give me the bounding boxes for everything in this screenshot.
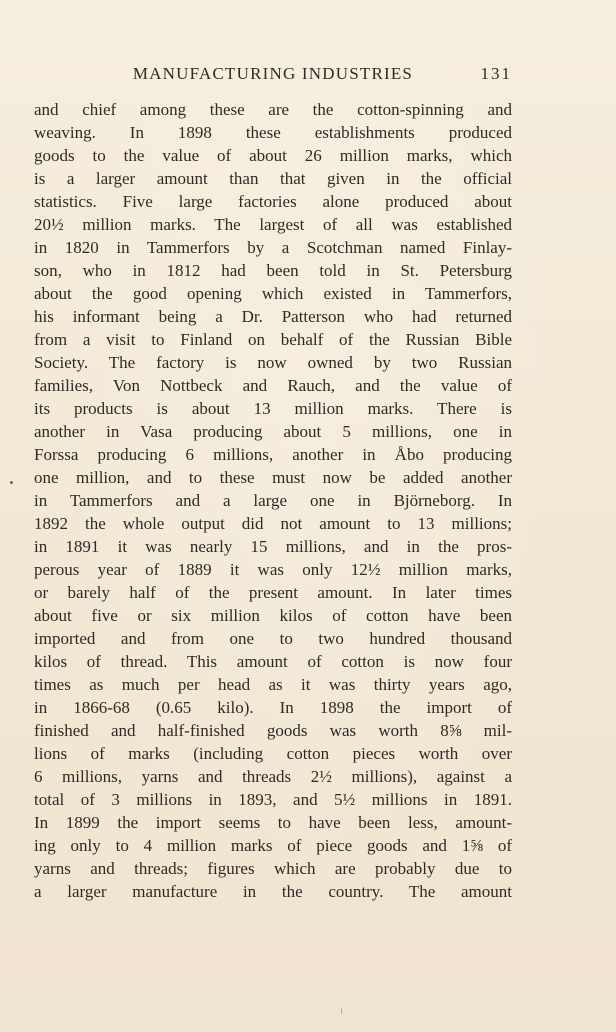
text-line: in 1891 it was nearly 15 millions, and in the pros- (34, 537, 512, 556)
running-head: MANUFACTURING INDUSTRIES (132, 64, 414, 83)
text-line: lions of marks (including cotton pieces worth over (34, 744, 512, 763)
text-line: a larger manufacture in the country. The amount (34, 882, 512, 901)
text-line: Forssa producing 6 millions, another in Åbo producing (34, 445, 512, 464)
text-line: yarns and threads; figures which are probably due to (34, 859, 512, 878)
text-line: about the good opening which existed in Tammerfors, (34, 284, 512, 303)
text-line: in 1866-68 (0.65 kilo). In 1898 the import of (34, 698, 512, 717)
text-line: imported and from one to two hundred thousand (34, 629, 512, 648)
text-line: goods to the value of about 26 million marks, which (34, 146, 512, 165)
text-line: one million, and to these must now be added another (34, 468, 512, 487)
text-line: ing only to 4 million marks of piece goods and 1⅝ of (34, 836, 512, 855)
text-line: in 1820 in Tammerfors by a Scotchman named Finlay- (34, 238, 512, 257)
text-line: his informant being a Dr. Patterson who had returned (34, 307, 512, 326)
text-line: 6 millions, yarns and threads 2½ millions), against a (34, 767, 512, 786)
text-line: is a larger amount than that given in the official (34, 169, 512, 188)
text-line: kilos of thread. This amount of cotton is now four (34, 652, 512, 671)
text-line: son, who in 1812 had been told in St. Petersburg (34, 261, 512, 280)
text-line: times as much per head as it was thirty years ago, (34, 675, 512, 694)
text-line: about five or six million kilos of cotton have been (34, 606, 512, 625)
text-line: total of 3 millions in 1893, and 5½ millions in 1891. (34, 790, 512, 809)
text-line: 20½ million marks. The largest of all was established (34, 215, 512, 234)
text-line: Society. The factory is now owned by two Russian (34, 353, 512, 372)
text-line: 1892 the whole output did not amount to 13 millions; (34, 514, 512, 533)
text-line: In 1899 the import seems to have been less, amount- (34, 813, 512, 832)
text-line: from a visit to Finland on behalf of the Russian Bible (34, 330, 512, 349)
bottom-mark (341, 1008, 342, 1014)
page-header (34, 62, 512, 86)
text-line: and chief among these are the cotton-spinning and (34, 100, 512, 119)
margin-dot (10, 481, 13, 484)
text-line: finished and half-finished goods was worth 8⅝ mil- (34, 721, 512, 740)
text-line: its products is about 13 million marks. There is (34, 399, 512, 418)
text-line: weaving. In 1898 these establishments produced (34, 123, 512, 142)
text-line: statistics. Five large factories alone produced about (34, 192, 512, 211)
text-line: another in Vasa producing about 5 millions, one in (34, 422, 512, 441)
text-line: families, Von Nottbeck and Rauch, and the value of (34, 376, 512, 395)
text-line: or barely half of the present amount. In later times (34, 583, 512, 602)
body-text (34, 98, 512, 903)
page-number: 131 (480, 64, 512, 83)
text-line: perous year of 1889 it was only 12½ million marks, (34, 560, 512, 579)
text-line: in Tammerfors and a large one in Björneborg. In (34, 491, 512, 510)
